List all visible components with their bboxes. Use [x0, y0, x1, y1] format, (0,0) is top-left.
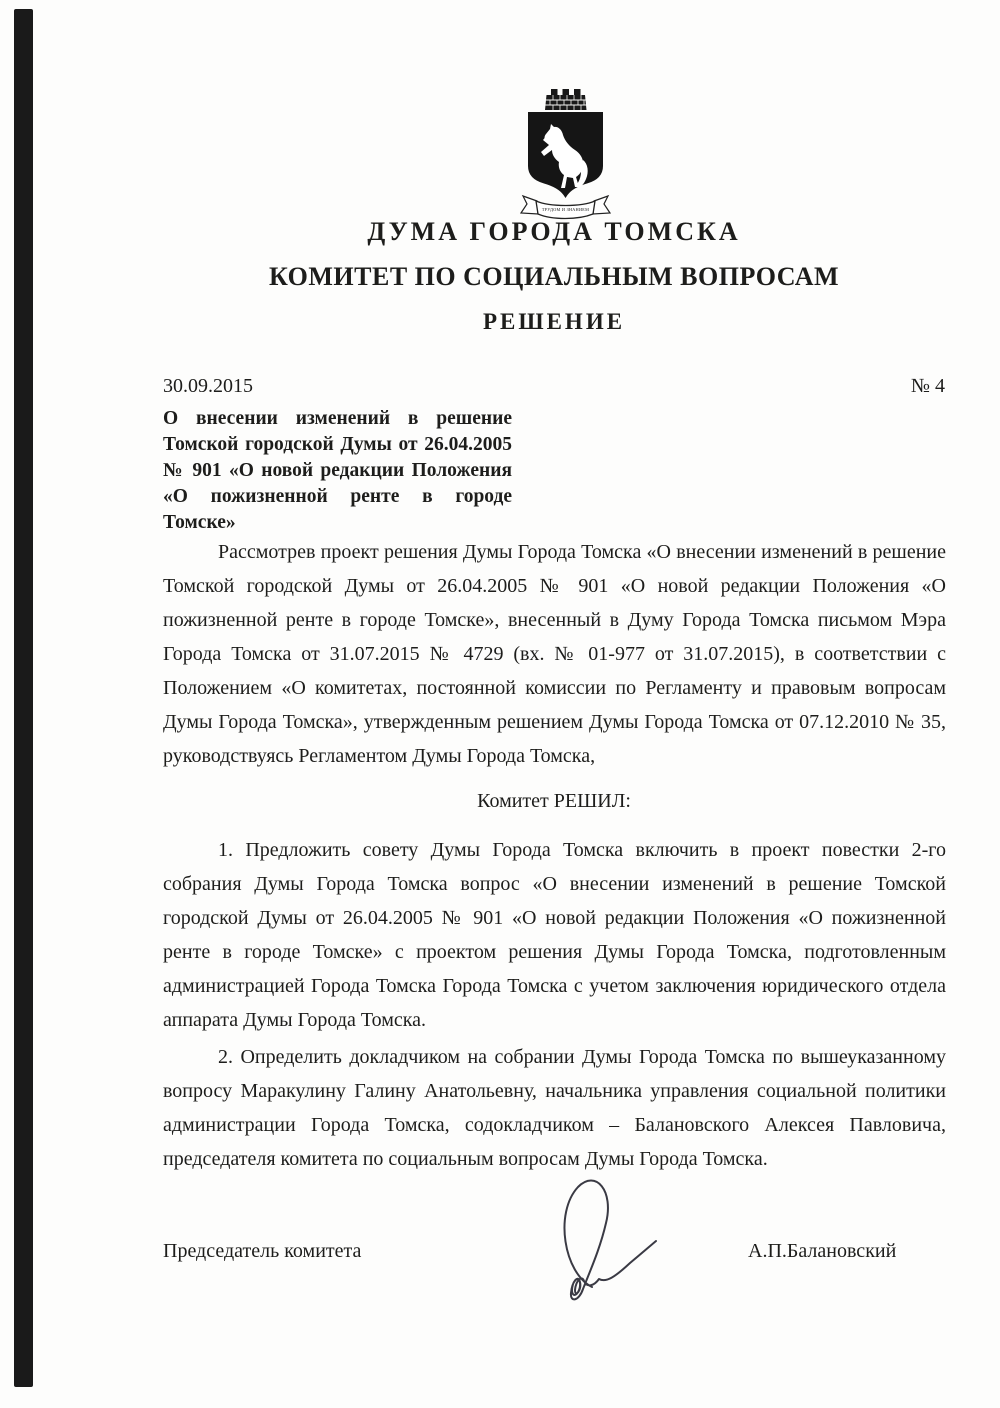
- signatory-position: Председатель комитета: [163, 1240, 362, 1262]
- resolution-heading: Комитет РЕШИЛ:: [477, 790, 631, 812]
- motto-ribbon: [521, 196, 610, 219]
- handwritten-signature: [520, 1175, 705, 1310]
- committee-title: КОМИТЕТ ПО СОЦИАЛЬНЫМ ВОПРОСАМ: [268, 262, 840, 291]
- document-number: № 4: [910, 375, 945, 397]
- document-subject: О внесении изменений в решение Томской городской Думы от 26.04.2005 № 901 «О новой редакции Положения «О пожизненной ренте в городе Томске»: [163, 408, 512, 533]
- document-date: 30.09.2015: [163, 375, 253, 397]
- resolution-item-1: 1. Предложить совету Думы Города Томска включить в проект повестки 2-го собрания Думы Города Томска вопрос «О внесении изменений в решение Томской городской Думы от 26.04.2005 № 901 «О новой редакции Положения «О пожизненной ренте в городе Томске» с проектом решения Думы Города Томска, подготовленным администрацией Города Томска Города Томска с учетом заключения юридического отдела аппарата Думы Города Томска.: [163, 839, 946, 1031]
- preamble-paragraph: Рассмотрев проект решения Думы Города Томска «О внесении изменений в решение Томской городской Думы от 26.04.2005 № 901 «О новой редакции Положения «О пожизненной ренте в городе Томске», внесенный в Думу Города Томска письмом Мэра Города Томска от 31.07.2015 № 4729 (вх. № 01-977 от 31.07.2015), в соответствии с Положением «О комитетах, постоянной комиссии по Регламенту и правовым вопросам Думы Города Томска», утвержденным решением Думы Города Томска от 07.12.2010 № 35, руководствуясь Регламентом Думы Города Томска,: [163, 541, 946, 767]
- resolution-item-2: 2. Определить докладчиком на собрании Думы Города Томска по вышеуказанному вопросу Маракулину Галину Анатольевну, начальника управления социальной политики администрации Города Томска, содокладчиком – Балановского Алексея Павловича, председателя комитета по социальным вопросам Думы Города Томска.: [163, 1046, 946, 1170]
- motto-text: ТРУДОМ И ЗНАНИЕМ: [541, 207, 590, 212]
- signatory-name: А.П.Балановский: [748, 1240, 897, 1262]
- meta-row: [163, 375, 945, 398]
- tomsk-coat-of-arms-icon: [490, 84, 640, 224]
- mural-crown-icon: [545, 89, 587, 110]
- scan-edge-artifact: [14, 9, 33, 1387]
- document-type-title: РЕШЕНИЕ: [482, 309, 626, 334]
- organization-title: ДУМА ГОРОДА ТОМСКА: [367, 217, 741, 246]
